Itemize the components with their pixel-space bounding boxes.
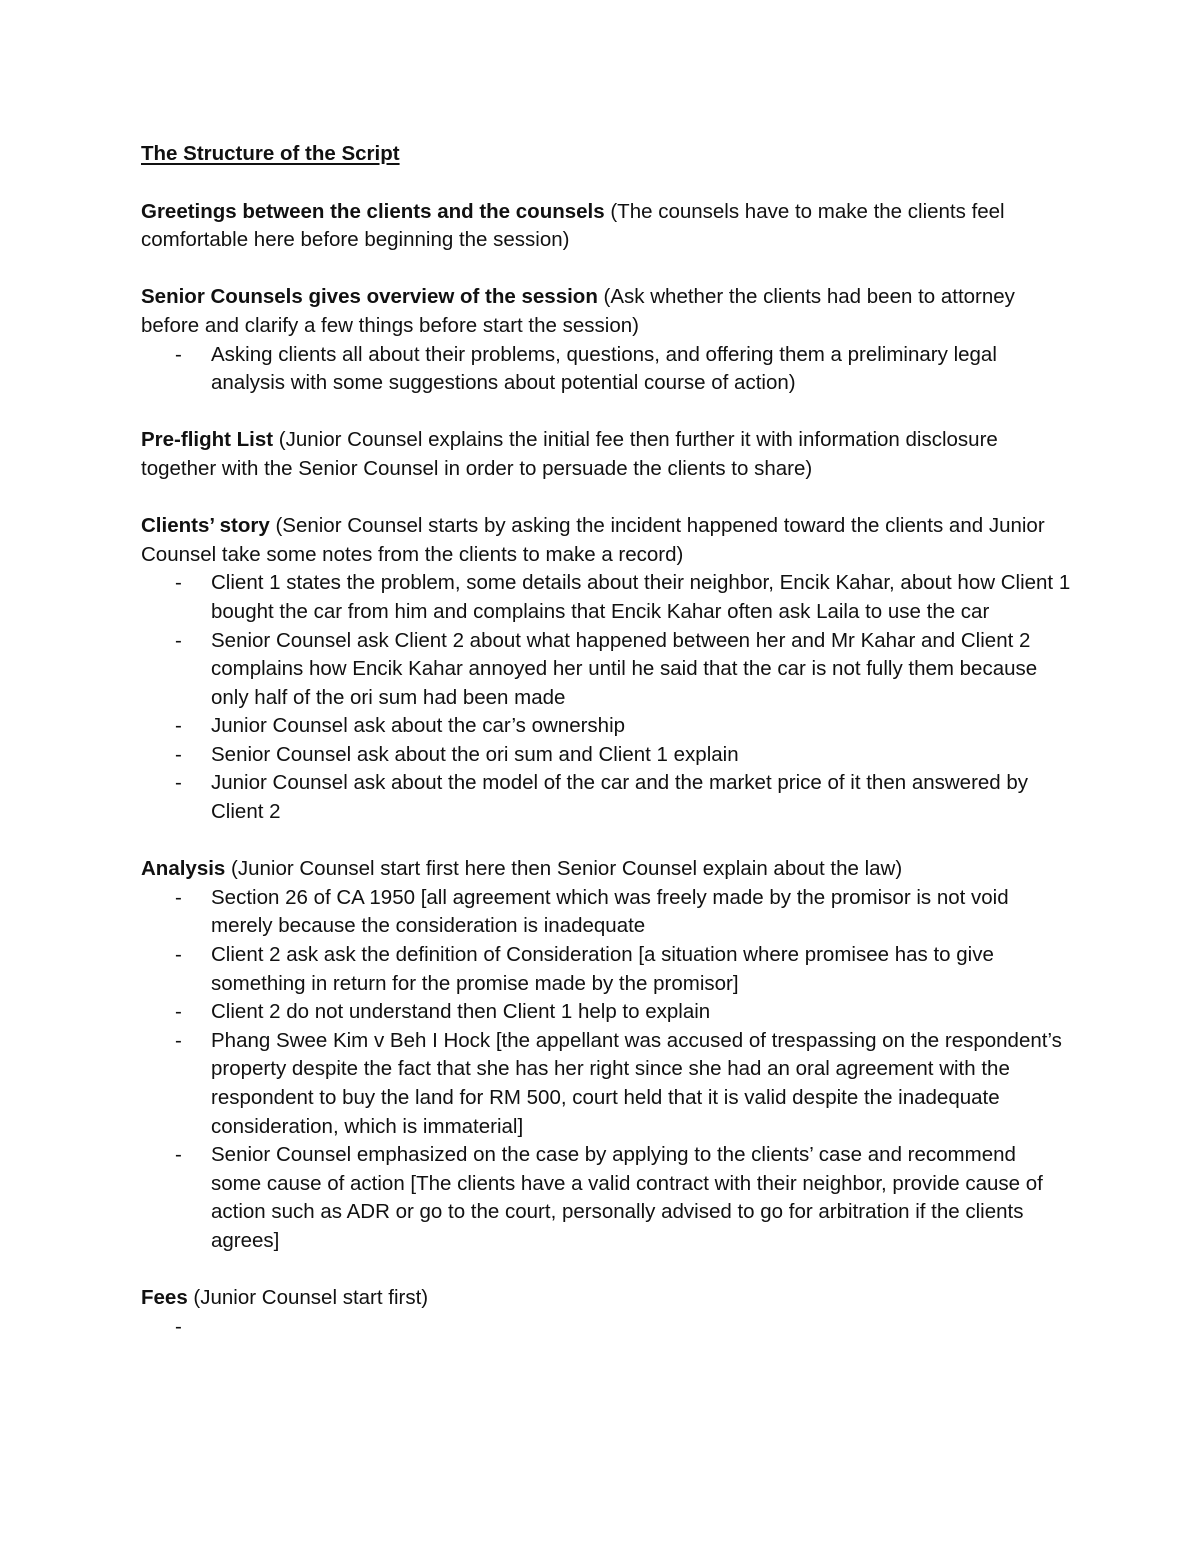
bullet-list [141,1313,1071,1342]
dash-marker: - [175,771,182,795]
list-item-text: Junior Counsel ask about the car’s ownership [211,714,626,738]
list-item [141,712,1071,741]
section-clients-story [141,512,1071,827]
bullet-list [141,884,1071,1256]
section-paragraph [141,426,1071,483]
list-item-text: Client 1 states the problem, some details about their neighbor, Encik Kahar, about how Client 1 bought the car from him and complains that Encik Kahar often ask Laila to use the car [211,571,1071,623]
dash-marker: - [175,571,182,595]
section-heading: Clients’ story [141,514,270,538]
section-note: (Junior Counsel start first) [187,1286,429,1310]
section-fees [141,1284,1071,1341]
section-paragraph [141,198,1071,255]
list-item-text: Client 2 do not understand then Client 1 help to explain [211,1000,711,1024]
dash-marker: - [175,742,182,766]
section-heading: Fees [141,1286,188,1310]
section-heading: Analysis [141,857,226,881]
dash-marker: - [175,885,182,909]
section-pre-flight-list [141,426,1071,483]
section-greetings [141,198,1071,255]
list-item-text: Senior Counsel ask about the ori sum and Client 1 explain [211,742,739,766]
list-item [141,569,1071,626]
dash-marker: - [175,1143,182,1167]
list-item [141,1141,1071,1255]
list-item-text: Client 2 ask ask the definition of Consideration [a situation where promisee has to give something in return for the promise made by the promisor] [211,943,994,995]
dash-marker: - [175,1314,182,1338]
list-item [141,998,1071,1027]
list-item [141,884,1071,941]
dash-marker: - [175,628,182,652]
list-item [141,341,1071,398]
list-item [141,941,1071,998]
section-paragraph [141,855,1071,884]
list-item [141,741,1071,770]
list-item [141,769,1071,826]
list-item [141,1027,1071,1141]
list-item-text: Senior Counsel ask Client 2 about what happened between her and Mr Kahar and Client 2 complains how Encik Kahar annoyed her until he said that the car is not fully them because only half of the ori sum had been made [211,628,1038,709]
list-item-text: Section 26 of CA 1950 [all agreement which was freely made by the promisor is not void merely because the consideration is inadequate [211,885,1009,938]
dash-marker: - [175,1000,182,1024]
section-heading: Pre-flight List [141,428,274,452]
section-note: (Junior Counsel start first here then Senior Counsel explain about the law) [225,857,903,881]
section-note: (Senior Counsel starts by asking the incident happened toward the clients and Junior Counsel take some notes from the clients to make a record) [141,514,1045,566]
dash-marker: - [175,342,182,366]
list-item-text: Junior Counsel ask about the model of the car and the market price of it then answered by Client 2 [211,771,1029,824]
dash-marker: - [175,1028,182,1052]
section-note: (Junior Counsel explains the initial fee then further it with information disclosure together with the Senior Counsel in order to persuade the clients to share) [141,428,998,480]
section-heading: Greetings between the clients and the counsels [141,199,605,223]
list-item-text: Phang Swee Kim v Beh I Hock [the appellant was accused of trespassing on the respondent’s property despite the fact that she has her right since she had an oral agreement with the respondent to buy the land for RM 500, court held that it is valid despite the inadequate consideration, which is immaterial] [211,1028,1062,1138]
dash-marker: - [175,943,182,967]
dash-marker: - [175,714,182,738]
section-paragraph [141,512,1071,569]
section-overview [141,283,1071,397]
section-paragraph [141,1284,1071,1313]
list-item [141,627,1071,713]
list-item-text: Asking clients all about their problems, questions, and offering them a preliminary legal analysis with some suggestions about potential course of action) [211,342,997,395]
document-page [141,140,1071,1370]
list-item-text: Senior Counsel emphasized on the case by applying to the clients’ case and recommend some cause of action [The clients have a valid contract with their neighbor, provide cause of action such as ADR or go to the court, personally advised to go for arbitration if the clients agrees] [211,1143,1043,1252]
section-analysis [141,855,1071,1255]
document-title: The Structure of the Script [141,142,400,165]
bullet-list [141,341,1071,398]
section-paragraph [141,283,1071,340]
list-item [141,1313,1071,1342]
bullet-list [141,569,1071,826]
section-note: (The counsels have to make the clients feel comfortable here before beginning the session) [141,199,1005,252]
section-note: (Ask whether the clients had been to attorney before and clarify a few things before start the session) [141,285,1015,337]
section-heading: Senior Counsels gives overview of the session [141,285,598,309]
